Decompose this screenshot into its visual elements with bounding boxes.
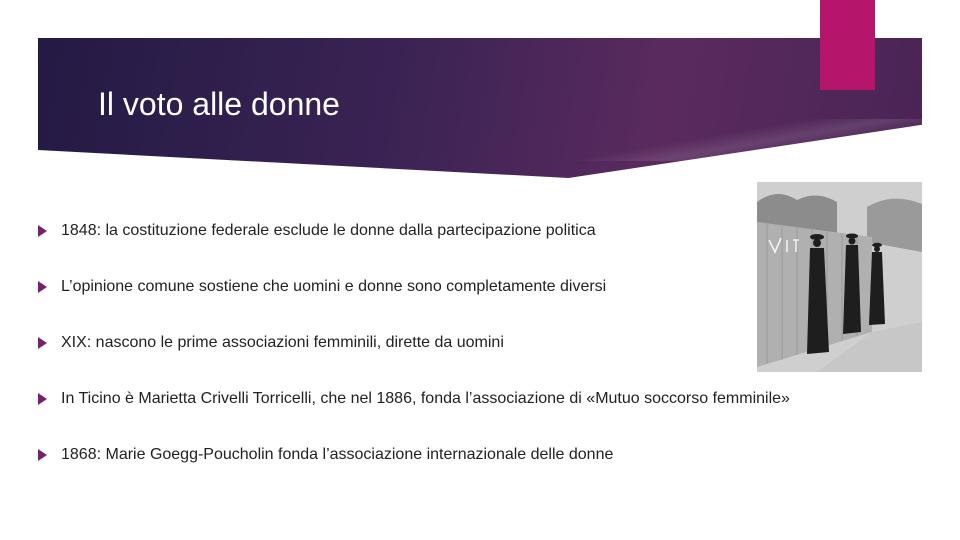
bullet-list <box>38 216 790 496</box>
bullet-item <box>38 328 790 358</box>
bullet-text: 1868: Marie Goegg-Poucholin fonda l’associazione internazionale delle donne <box>61 446 614 463</box>
bullet-text: 1848: la costituzione federale esclude le donne dalla partecipazione politica <box>61 222 596 239</box>
bullet-text: XIX: nascono le prime associazioni femminili, dirette da uomini <box>61 334 504 351</box>
bullet-item <box>38 272 790 302</box>
bullet-item <box>38 440 790 470</box>
bullet-text: In Ticino è Marietta Crivelli Torricelli, che nel 1886, fonda l’associazione di «Mutuo soccorso femminile» <box>61 390 790 407</box>
photo-illustration <box>757 182 922 372</box>
bullet-item <box>38 216 790 246</box>
slide-title: Il voto alle donne <box>98 86 340 122</box>
bullet-text: L’opinione comune sostiene che uomini e donne sono completamente diversi <box>61 278 607 295</box>
bullet-arrow-icon <box>38 225 47 237</box>
bullet-arrow-icon <box>38 449 47 461</box>
bullet-arrow-icon <box>38 337 47 349</box>
title-band-shine <box>568 119 922 161</box>
accent-bar <box>820 0 875 90</box>
bullet-arrow-icon <box>38 393 47 405</box>
bullet-arrow-icon <box>38 281 47 293</box>
historical-photo <box>757 182 922 372</box>
bullet-item <box>38 384 790 414</box>
